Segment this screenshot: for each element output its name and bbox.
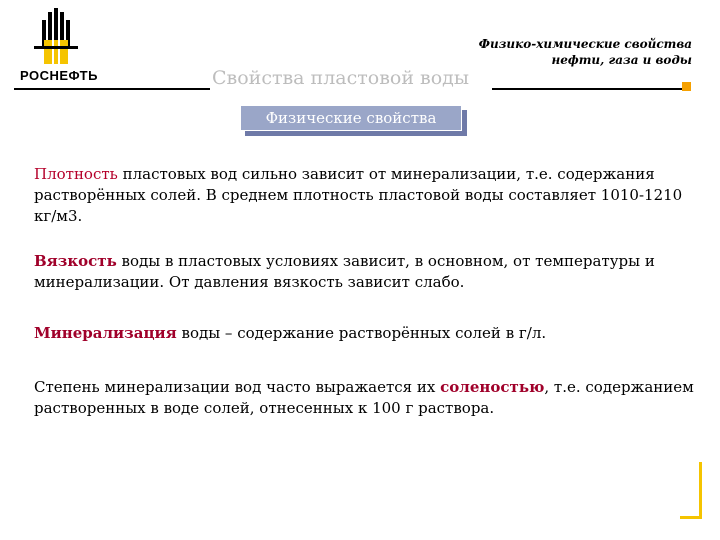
section-label: Физические свойства: [240, 105, 462, 131]
term-viscosity: Вязкость: [34, 252, 117, 270]
header-rule-right: [492, 88, 682, 90]
orange-square-marker: [682, 82, 691, 91]
paragraph-mineralization: [34, 323, 694, 344]
term-mineralization: Минерализация: [34, 324, 177, 342]
paragraph-mineralization-text: воды – содержание растворённых солей в г/л.: [176, 324, 547, 342]
rosneft-emblem-icon: [14, 6, 124, 68]
header-rule-left: [14, 88, 210, 90]
term-salinity: соленостью: [440, 378, 545, 396]
section-label-box: [240, 105, 464, 133]
slide-title: Свойства пластовой воды: [212, 67, 470, 89]
corner-bracket-vertical: [699, 462, 702, 518]
paragraph-salinity-before: Степень минерализации вод часто выражается их: [34, 378, 441, 396]
corner-bracket-horizontal: [680, 516, 702, 519]
brand-name: РОСНЕФТЬ: [20, 68, 98, 83]
paragraph-salinity: [34, 377, 694, 419]
header-note-line-2: нефти, газа и воды: [551, 53, 692, 67]
term-density: Плотность: [34, 165, 118, 183]
paragraph-viscosity-text: воды в пластовых условиях зависит, в основном, от температуры и минерализации. От давления вязкость зависит слабо.: [34, 252, 655, 291]
header-note-line-1: Физико-химические свойства: [478, 37, 692, 51]
paragraph-salinity-after: , т.е. содержанием растворенных в воде солей, отнесенных к 100 г раствора.: [34, 378, 694, 417]
paragraph-density-text: пластовых вод сильно зависит от минерализации, т.е. содержания растворённых солей. В среднем плотность пластовой воды составляет 1010-1210 кг/м3.: [34, 165, 683, 225]
paragraph-density: [34, 164, 694, 227]
header-note: [432, 36, 692, 68]
paragraph-viscosity: [34, 251, 694, 293]
